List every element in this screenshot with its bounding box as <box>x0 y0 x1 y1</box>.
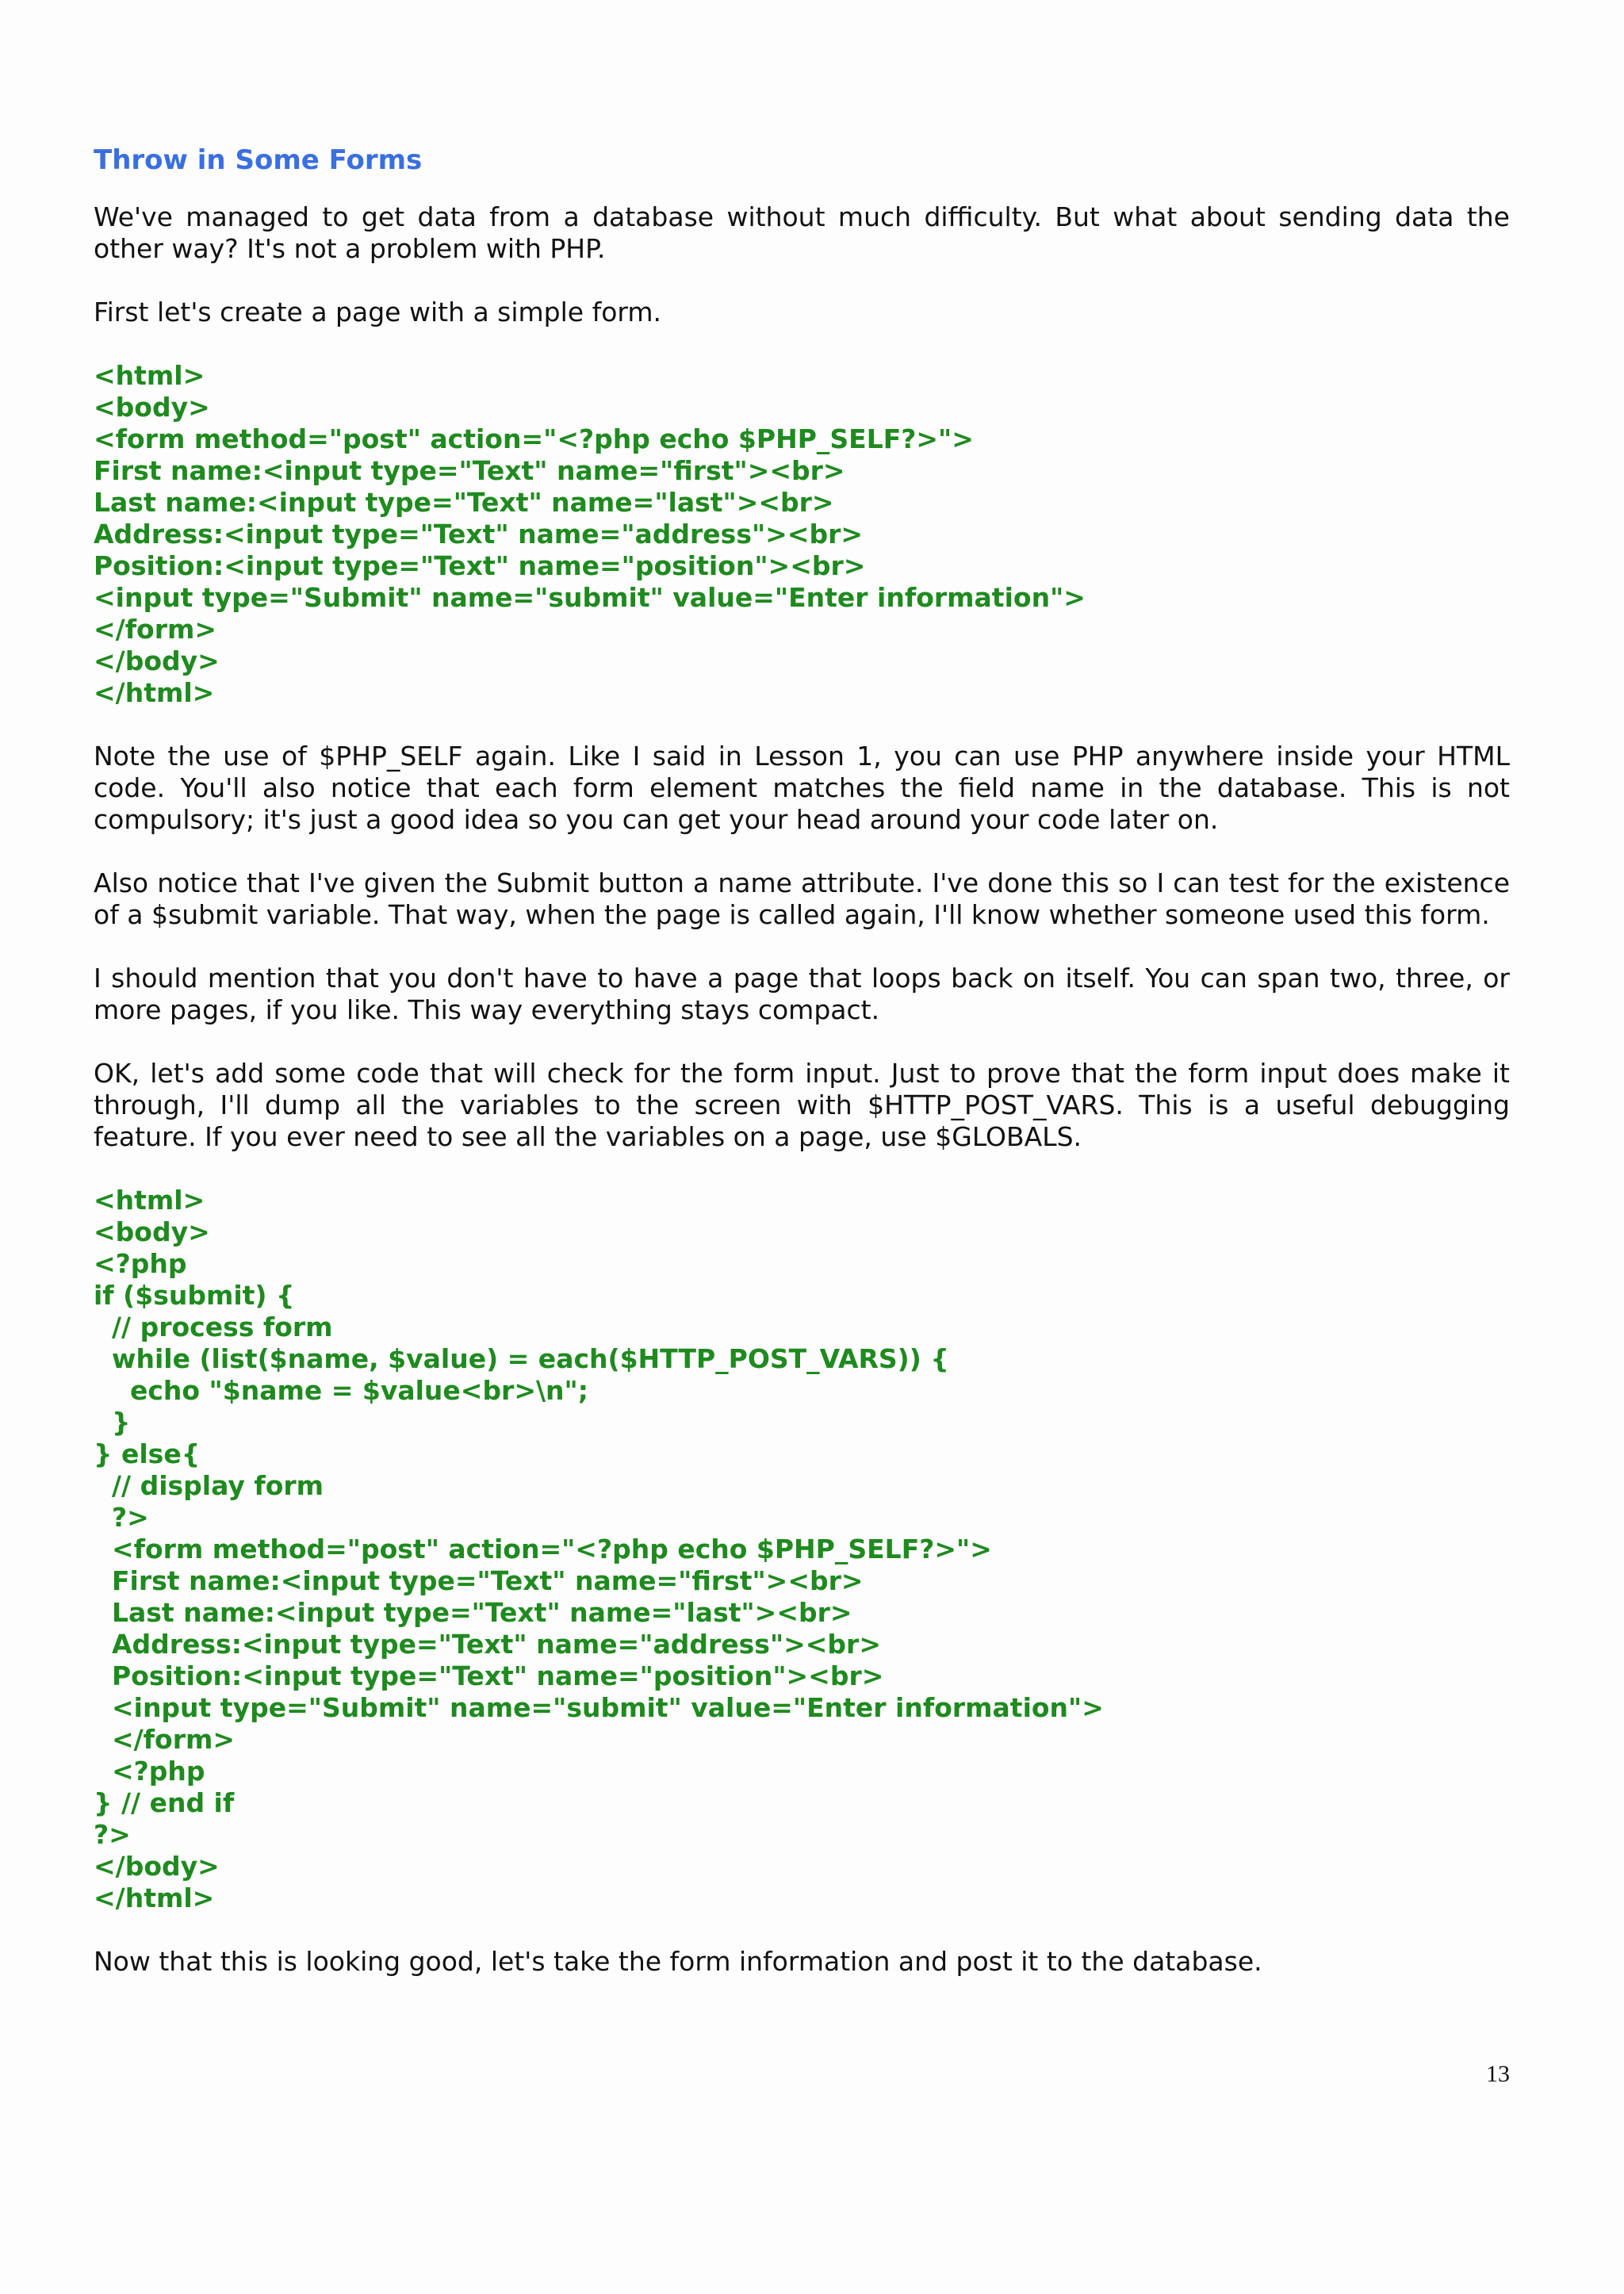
paragraph-php-self: Note the use of $PHP_SELF again. Like I said in Lesson 1, you can use PHP anywhere inside your HTML code. You'll also notice that each form element matches the field name in the database. This is not compulsory; it's just a good idea so you can get your head around your code later on. <box>94 741 1510 835</box>
paragraph-intro: We've managed to get data from a database without much difficulty. But what about sending data the other way? It's not a problem with PHP. <box>94 201 1510 264</box>
code-line: Address:<input type="Text" name="address"><br> <box>94 519 864 550</box>
code-line: Position:<input type="Text" name="position"><br> <box>94 1660 884 1691</box>
code-line: Last name:<input type="Text" name="last"><br> <box>94 487 834 518</box>
code-block-form-handler <box>94 1185 1510 1914</box>
code-line: <input type="Submit" name="submit" value="Enter information"> <box>94 582 1086 613</box>
code-block-simple-form <box>94 360 1510 709</box>
code-line: <?php <box>94 1756 205 1787</box>
code-line: // display form <box>94 1470 324 1501</box>
paragraph-post-to-database: Now that this is looking good, let's take the form information and post it to the database. <box>94 1946 1262 1977</box>
code-line: </body> <box>94 1851 220 1882</box>
code-line: } <box>94 1407 131 1438</box>
code-line: while (list($name, $value) = each($HTTP_POST_VARS)) { <box>94 1343 949 1374</box>
code-line: } else{ <box>94 1438 201 1469</box>
code-line: Position:<input type="Text" name="position"><br> <box>94 550 866 581</box>
code-line: } // end if <box>94 1787 235 1818</box>
code-line: ?> <box>94 1502 149 1533</box>
code-line: </form> <box>94 1724 236 1755</box>
paragraph-submit-name: Also notice that I've given the Submit button a name attribute. I've done this so I can test for the existence of a $submit variable. That way, when the page is called again, I'll know whether someone used this form. <box>94 867 1510 930</box>
code-line: if ($submit) { <box>94 1280 295 1311</box>
page-number: 13 <box>1486 2061 1510 2087</box>
code-line: <html> <box>94 360 205 391</box>
code-line: Last name:<input type="Text" name="last"><br> <box>94 1597 852 1628</box>
code-line: First name:<input type="Text" name="first"><br> <box>94 1565 864 1596</box>
code-line: </html> <box>94 677 215 708</box>
code-line: <body> <box>94 392 210 423</box>
paragraph-create-form: First let's create a page with a simple form. <box>94 297 662 327</box>
document-page <box>94 144 1510 2009</box>
paragraph-check-input: OK, let's add some code that will check for the form input. Just to prove that the form input does make it through, I'll dump all the variables to the screen with $HTTP_POST_VARS. This is a useful debugging feature. If you ever need to see all the variables on a page, use $GLOBALS. <box>94 1058 1510 1152</box>
code-line: <form method="post" action="<?php echo $PHP_SELF?>"> <box>94 1534 992 1564</box>
code-line: <input type="Submit" name="submit" value="Enter information"> <box>94 1692 1104 1723</box>
code-line: </html> <box>94 1882 215 1913</box>
code-line: <form method="post" action="<?php echo $PHP_SELF?>"> <box>94 423 974 454</box>
code-line: Address:<input type="Text" name="address"><br> <box>94 1629 881 1660</box>
code-line: First name:<input type="Text" name="first"><br> <box>94 455 845 486</box>
paragraph-multiple-pages: I should mention that you don't have to have a page that loops back on itself. You can span two, three, or more pages, if you like. This way everything stays compact. <box>94 963 1510 1025</box>
code-line: </body> <box>94 645 220 676</box>
code-line: ?> <box>94 1819 131 1850</box>
code-line: <body> <box>94 1216 210 1247</box>
code-line: </form> <box>94 614 217 645</box>
code-line: <html> <box>94 1185 205 1216</box>
code-line: <?php <box>94 1248 187 1279</box>
code-line: echo "$name = $value<br>\n"; <box>94 1375 588 1406</box>
section-heading: Throw in Some Forms <box>94 144 423 176</box>
code-line: // process form <box>94 1312 333 1342</box>
